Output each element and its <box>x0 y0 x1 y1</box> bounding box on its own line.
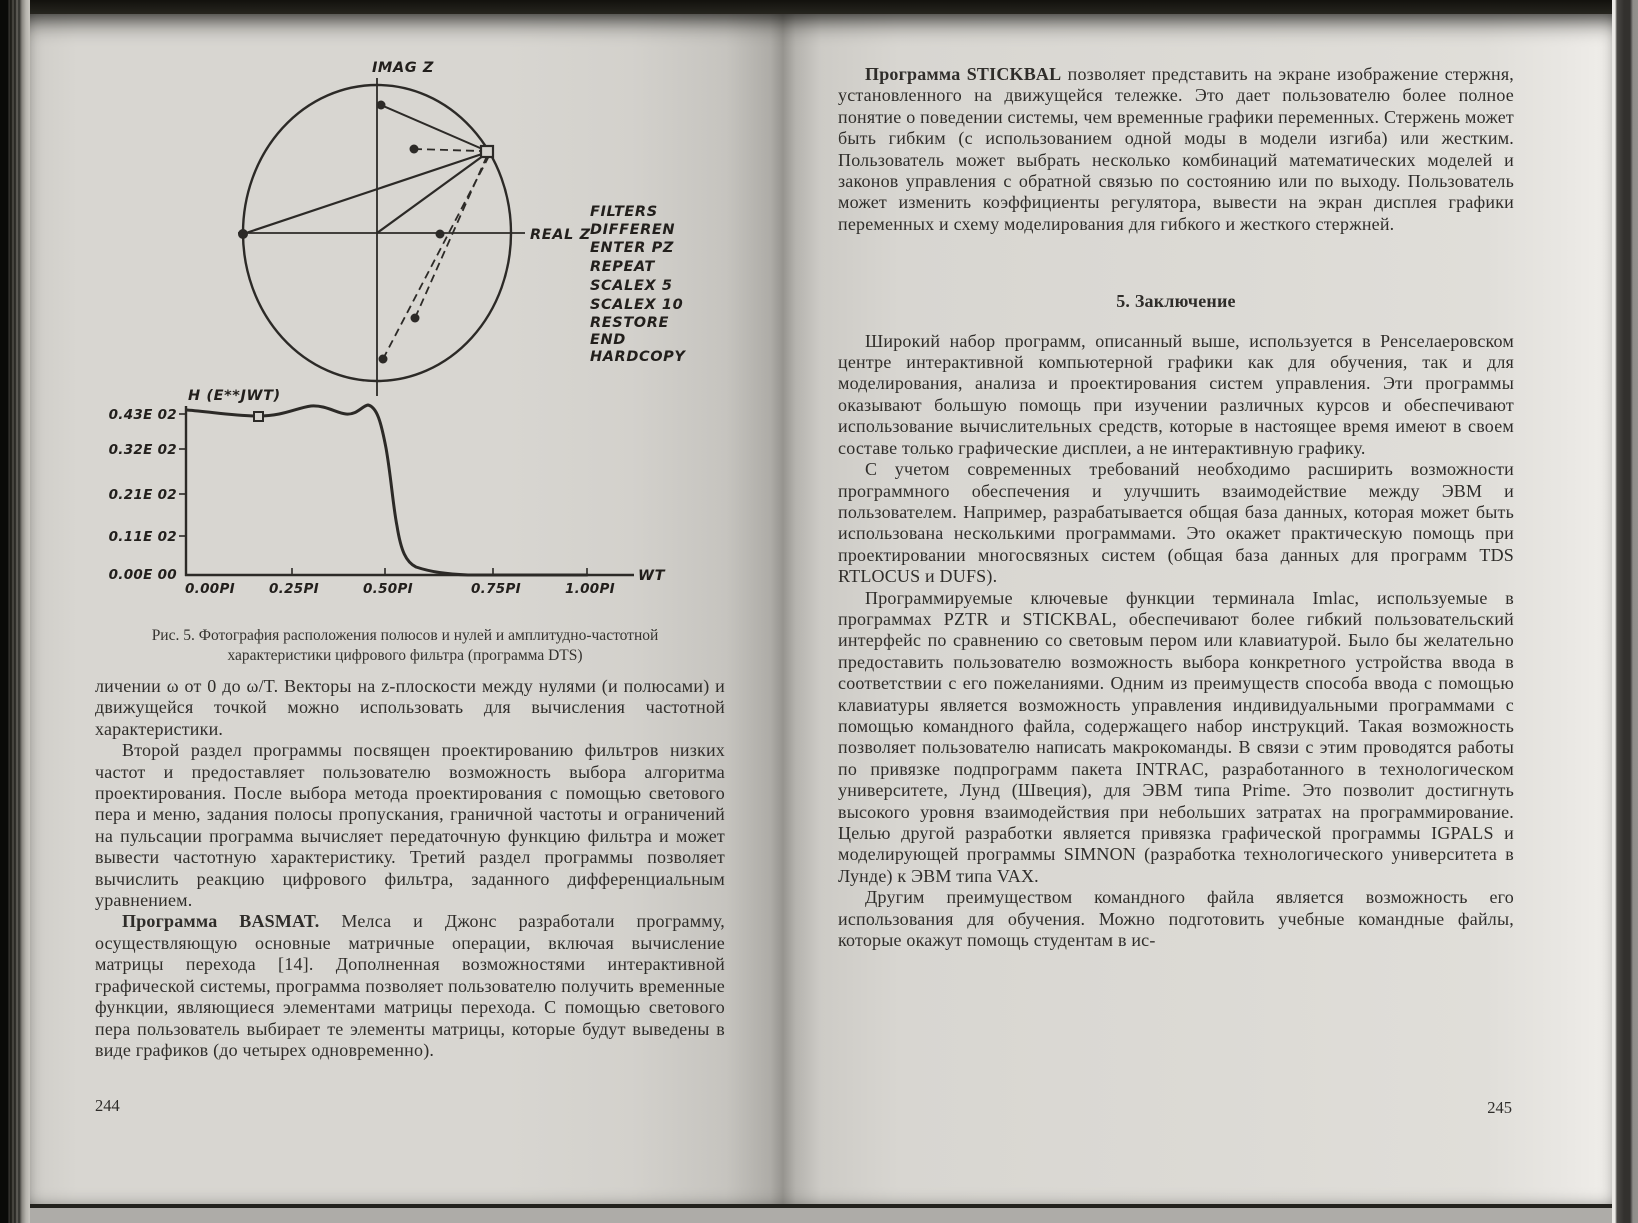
svg-text:0.50PI: 0.50PI <box>362 581 414 596</box>
svg-text:0.11E 02: 0.11E 02 <box>108 529 177 545</box>
section-heading: 5. Заключение <box>1116 291 1236 312</box>
pole-zero-point <box>377 101 386 110</box>
paragraph-basmat: Программа BASMAT. Мелса и Джонс разработали программу, осуществляющую основные матричные операции, включая вычисление матрицы перехода [14]. Дополненная возможностями интерактивной графической системы, программа позволяет пользователю получить временные функции, являющиеся элементами матрицы перехода. С помощью светового пера пользователь выбирает те элементы матрицы, которые будут выведены в виде графиков (до четырех одновременно). <box>95 911 725 1060</box>
left-page-body <box>95 676 725 1061</box>
svg-text:0.43E 02: 0.43E 02 <box>108 407 177 423</box>
pole-zero-point <box>410 145 419 154</box>
paragraph: Широкий набор программ, описанный выше, используется в Ренселаеровском центре интерактивной компьютерной графики как для обучения, так и для моделирования, анализа и проектирования систем управления. Эти программы оказывают большую помощь при изучении различных курсов и обеспечивают использование вычислительных средств, которые в настоящее время имеют в своем составе только графические дисплеи, а не интерактивную графику. <box>838 330 1514 458</box>
curve-cursor-square <box>254 412 263 421</box>
lightpen-menu <box>590 204 686 365</box>
paragraph: личении ω от 0 до ω/T. Векторы на z-плоскости между нулями (и полюсами) и движущейся точкой можно использовать для вычисления частотной характеристики. <box>95 676 725 739</box>
menu-item: SCALEX 10 <box>590 297 684 313</box>
frequency-response-plot <box>109 388 666 596</box>
svg-text:0.32E 02: 0.32E 02 <box>108 442 177 458</box>
figure-caption-line2: характеристики цифрового фильтра (программа DTS) <box>227 647 583 664</box>
freq-x-tick-labels <box>185 581 615 596</box>
cursor-square <box>481 146 493 157</box>
z-plane-plot <box>238 60 686 396</box>
real-axis-label: REAL Z <box>530 227 591 243</box>
freq-xaxis-label: WT <box>638 568 666 584</box>
paragraph: Другим преимуществом командного файла является возможность его использования для обучения. Можно подготовить учебные командные файлы, которые окажут помощь студентам в ис- <box>838 887 1514 951</box>
svg-text:0.25PI: 0.25PI <box>268 581 320 596</box>
figure-5-svg <box>100 56 700 596</box>
figure-caption <box>88 626 722 666</box>
menu-item: DIFFEREN <box>590 222 676 238</box>
pole-zero-point <box>411 314 420 323</box>
menu-item: REPEAT <box>590 259 655 275</box>
figure-caption-line1: Рис. 5. Фотография расположения полюсов и нулей и амплитудно-частотной <box>151 627 659 644</box>
vector-solid-2 <box>243 153 485 234</box>
right-page-body <box>838 64 1514 951</box>
freq-y-tick-labels <box>109 407 177 583</box>
book-page-edges-right <box>1612 0 1638 1223</box>
svg-text:0.21E 02: 0.21E 02 <box>108 487 177 503</box>
menu-item: SCALEX 5 <box>590 278 673 294</box>
imag-axis-label: IMAG Z <box>371 60 435 76</box>
svg-text:1.00PI: 1.00PI <box>564 581 616 596</box>
menu-item: END <box>590 332 626 348</box>
page-number-left: 244 <box>95 1096 120 1115</box>
freq-plot-title: H (E**JWT) <box>188 388 281 404</box>
paragraph: Программируемые ключевые функции терминала Imlac, используемые в программах PZTR и STICKBAL, обеспечивают более гибкий пользовательский интерфейс по сравнению со световым пером или клавиатурой. Было бы желательно предоставить пользователю возможность выбора конкретного устройства ввода в соответствии с его пожеланиями. Одним из преимуществ способа ввода с помощью клавиатуры является возможность управления индивидуальными программами с помощью командного файла, содержащего набор инструкций. Такая возможность позволяет пользователю написать макрокоманды. В связи с этим проводятся работы по привязке подпрограмм пакета INTRAC, разработанного в технологическом университете, Лунд (Швеция), для ЭВМ типа Prime. Это позволит достигнуть высокого уровня взаимодействия при небольших затратах на программирование. Целью другой разработки является привязка графической программы IGPALS и моделирующей программы SIMNON (разработка технологического университета в Лунде) к ЭВМ типа VAX. <box>838 587 1514 886</box>
menu-item: HARDCOPY <box>590 349 686 365</box>
menu-item: ENTER PZ <box>590 240 674 256</box>
menu-item: RESTORE <box>590 315 670 331</box>
svg-text:0.75PI: 0.75PI <box>470 581 522 596</box>
paragraph: Второй раздел программы посвящен проектированию фильтров низких частот и предоставляет пользователю возможность выбора алгоритма проектирования. После выбора метода проектирования с помощью светового пера и меню, задания полосы пропускания, граничной частоты и ограничений на пульсации программа вычисляет передаточную функцию фильтра и может вывести частотную характеристику. Третий раздел программы позволяет вычислить реакцию цифрового фильтра, заданного дифференциальным уравнением. <box>95 740 725 911</box>
svg-text:0.00PI: 0.00PI <box>184 581 236 596</box>
book-page-edges-left <box>0 0 30 1223</box>
frequency-response-curve <box>187 405 587 575</box>
vector-dashed-3 <box>383 156 489 359</box>
paragraph-stickbal: Программа STICKBAL позволяет представить на экране изображение стержня, установленного на движущейся тележке. Это дает пользователю более полное понятие о поведении системы, чем временные графики переменных. Стержень может быть гибким (с использованием одной моды в модели изгиба) или жестким. Пользователь может выбрать несколько комбинаций математических моделей и законов управления с обратной связью по состоянию или по выходу. Пользователь может изменить коэффициенты регулятора, вывести на экран дисплея графики переменных и схему моделирования для гибкого и жесткого стержней. <box>838 64 1514 234</box>
vector-dashed-1 <box>414 149 480 151</box>
menu-item: FILTERS <box>590 204 658 220</box>
page-number-right: 245 <box>1487 1098 1512 1117</box>
program-name-stickbal: Программа STICKBAL <box>865 64 1062 84</box>
svg-text:0.00E 00: 0.00E 00 <box>108 567 177 583</box>
figure-5 <box>100 56 700 596</box>
paragraph: С учетом современных требований необходимо расширить возможности программного обеспечения и улучшить взаимодействие между ЭВМ и пользователем. Например, разрабатывается общая база данных, которая может быть использована несколькими программами. Это окажет практическую помощь при проектировании многосвязных систем (общая база данных для программ TDS RTLOCUS и DUFS). <box>838 459 1514 587</box>
scan-top-edge <box>0 0 1638 14</box>
pole-zero-point <box>238 229 248 239</box>
program-name-basmat: Программа BASMAT. <box>122 911 320 932</box>
pole-zero-point <box>436 230 445 239</box>
scan-bottom-edge <box>0 1204 1638 1223</box>
pole-zero-point <box>379 355 388 364</box>
